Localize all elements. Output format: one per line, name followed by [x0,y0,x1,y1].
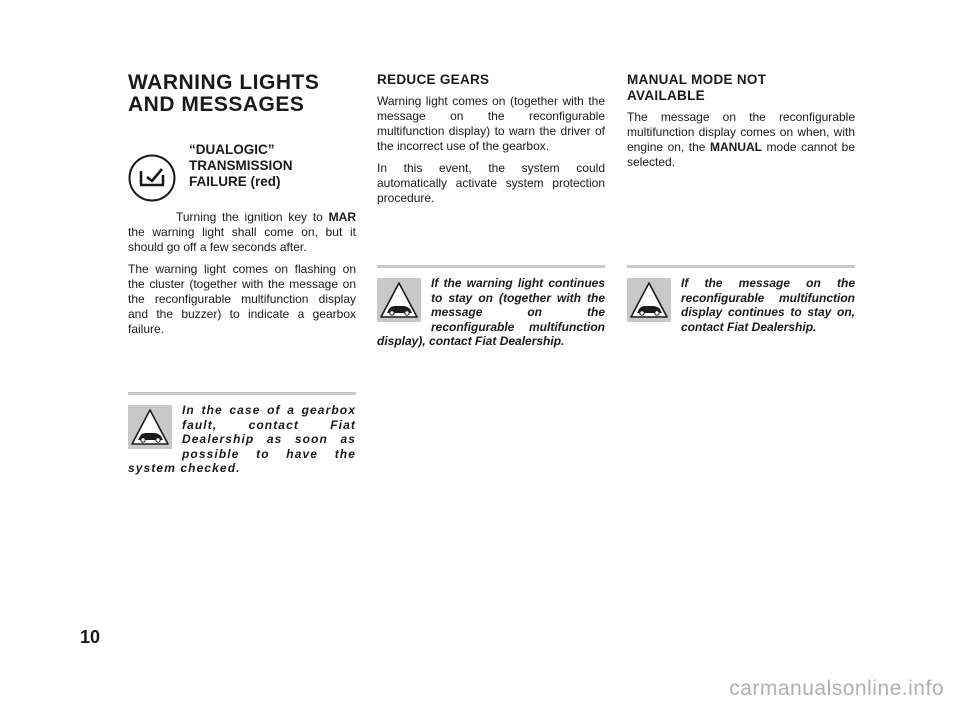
dualogic-title-line1: “DUALOGIC” [189,142,275,157]
manual-mode-heading-line1: MANUAL MODE NOT [627,72,767,87]
manual-mode-heading [627,72,855,104]
reduce-gears-warning-text: If the warning light continues to stay on (together with the message on the reconfigurable multifunction display), contact Fiat Dealership. [377,276,605,348]
manual-mode-p1-bold: MANUAL [710,140,762,154]
manual-mode-warning-text: If the message on the reconfigurable multifunction display continues to stay on, contact Fiat Dealership. [681,276,855,334]
warning-rule [128,392,356,395]
watermark: carmanualsonline.info [729,677,944,700]
reduce-gears-paragraph-1: Warning light comes on (together with the message on the reconfigurable multifunction display) to warn the driver of the incorrect use of the gearbox. [377,94,605,153]
column-left [128,72,356,476]
manual-mode-warning-box [627,265,855,334]
dualogic-title-line3: FAILURE (red) [189,174,281,189]
section-title-line2: AND MESSAGES [128,93,305,116]
reduce-gears-warning-box [377,265,605,349]
dualogic-warning-box [128,392,356,476]
dualogic-p1-bold: MAR [328,210,356,224]
warning-rule [627,265,855,268]
dualogic-paragraph-1 [128,210,356,255]
column-middle [377,72,605,213]
warning-rule [377,265,605,268]
column-right [627,72,855,177]
section-title-line1: WARNING LIGHTS [128,71,320,94]
gearbox-warning-lamp-icon [128,154,176,202]
dualogic-title-line2: TRANSMISSION [189,158,293,173]
reduce-gears-heading: REDUCE GEARS [377,72,490,87]
manual-mode-p1-text-end: mode cannot be selected. [627,140,855,169]
manual-mode-heading-line2: AVAILABLE [627,88,705,103]
dualogic-p1-text-end: the warning light shall come on, but it should go off a few seconds after. [128,225,356,254]
dualogic-paragraph-2: The warning light comes on flashing on the cluster (together with the message on the reconfigurable multifunction display and the buzzer) to indicate a gearbox failure. [128,262,356,336]
dualogic-title [189,142,349,190]
dualogic-warning-text: In the case of a gearbox fault, contact Fiat Dealership as soon as possible to have the system checked. [128,403,356,475]
section-title [128,72,356,116]
manual-mode-paragraph-1 [627,110,855,170]
car-warning-triangle-icon [627,278,671,322]
dualogic-lamp-block [128,142,356,210]
dualogic-p1-text: Turning the ignition key to [176,210,329,224]
reduce-gears-paragraph-2: In this event, the system could automatically activate system protection procedure. [377,161,605,205]
page-number: 10 [80,627,101,647]
car-warning-triangle-icon [128,405,172,449]
car-warning-triangle-icon [377,278,421,322]
manual-mode-p1-text: The message on the reconfigurable multifunction display comes on when, with engine on, the [627,110,855,154]
